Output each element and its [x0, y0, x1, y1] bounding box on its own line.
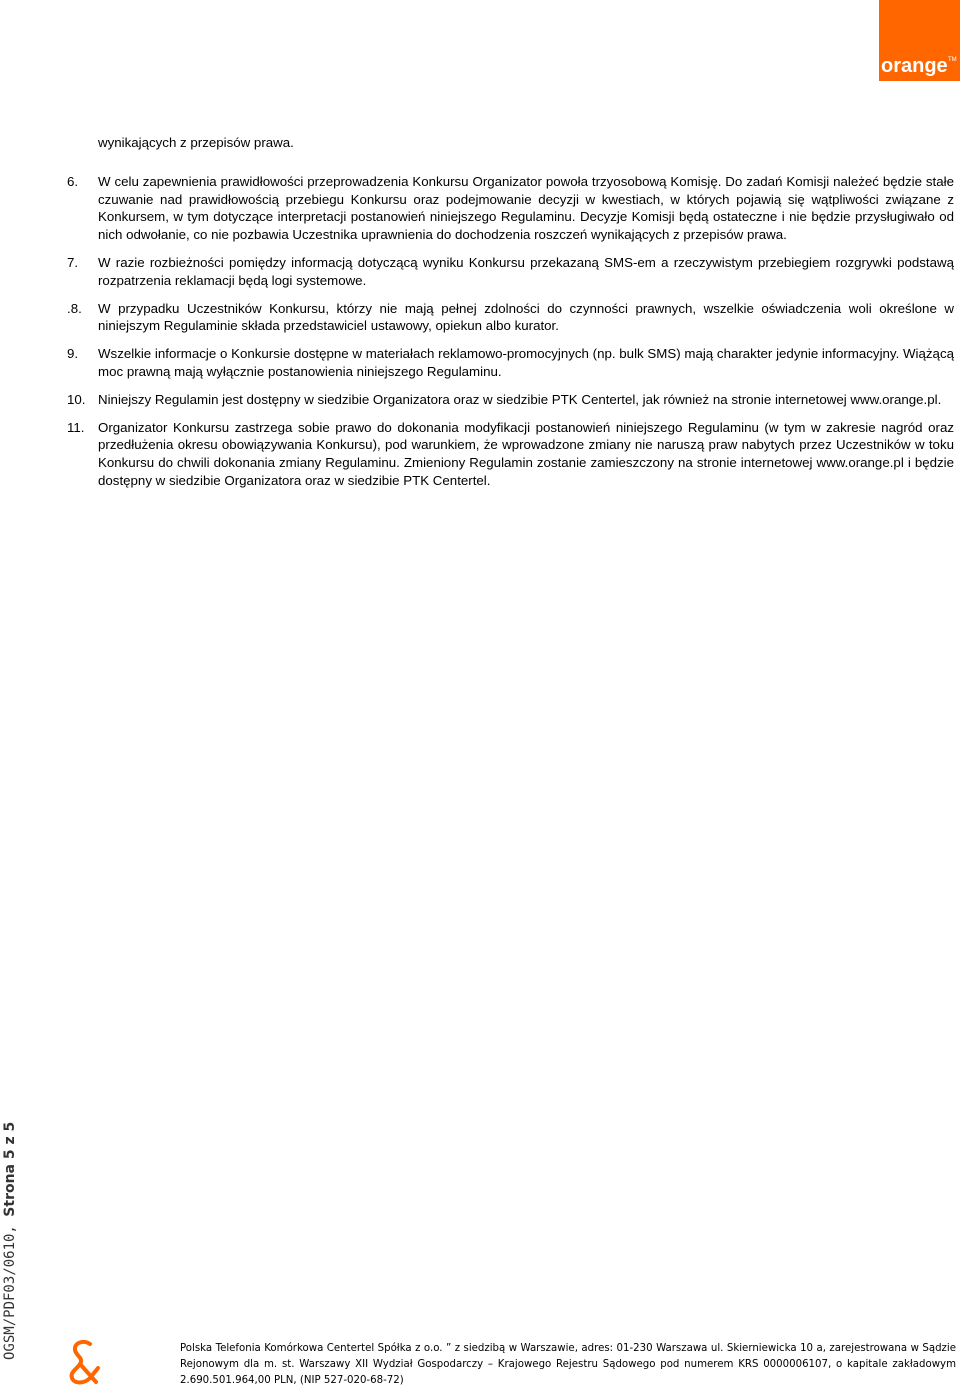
- item-text: Niniejszy Regulamin jest dostępny w siedzibie Organizatora oraz w siedzibie PTK Centertel, jak również na stronie internetowej www.orange.pl.: [98, 391, 942, 407]
- list-item: [67, 254, 954, 290]
- logo-text: orange: [881, 55, 948, 77]
- item-number: 7.: [67, 254, 79, 270]
- ampersand-logo-icon: [66, 1338, 102, 1386]
- item-text: W celu zapewnienia prawidłowości przeprowadzenia Konkursu Organizator powoła trzyosobową Komisję. Do zadań Komisji należeć będzie stałe czuwanie nad prawidłowością przebiegu Konkursu oraz podejmowanie decyzji w kwestiach, w których pojawią się wątpliwości związane z Konkursem, w tym dotyczące interpretacji postanowień niniejszego Regulaminu. Decyzje Komisji będą ostateczne i nie będzie przysługiwało od nich odwołanie, co nie pozbawia Uczestnika uprawnienia do dochodzenia roszczeń wynikających z przepisów prawa.: [98, 173, 954, 243]
- item-number: 10.: [67, 391, 86, 407]
- item-text: Wszelkie informacje o Konkursie dostępne w materiałach reklamowo-promocyjnych (np. bulk SMS) mają charakter jedynie informacyjny. Wiążącą moc prawną mają wyłącznie postanowienia niniejszego Regulaminu.: [98, 346, 954, 379]
- logo-trademark: TM: [948, 57, 957, 63]
- item-text: W razie rozbieżności pomiędzy informacją dotyczącą wyniku Konkursu przekazaną SMS-em a rzeczywistym przebiegiem rozgrywki podstawą rozpatrzenia reklamacji będą logi systemowe.: [98, 254, 954, 288]
- item-text: Organizator Konkursu zastrzega sobie prawo do dokonania modyfikacji postanowień niniejszego Regulaminu (w tym w zakresie nagród oraz przedłużenia okresu obowiązywania Konkursu), pod warunkiem, że wprowadzone zmiany nie naruszą praw nabytych przez Uczestników w toku Konkursu do chwili dokonania zmiany Regulaminu. Zmieniony Regulamin zostanie zamieszczony na stronie internetowej www.orange.pl i będzie dostępny w siedzibie Organizatora oraz w siedzibie PTK Centertel.: [98, 419, 954, 488]
- list-item: [67, 173, 954, 244]
- list-item: [67, 300, 954, 336]
- item-number: 9.: [67, 346, 79, 362]
- side-page-label: [2, 1122, 18, 1360]
- list-item: [67, 419, 954, 490]
- lead-text: wynikających z przepisów prawa.: [98, 135, 294, 150]
- orange-logo: [879, 0, 960, 81]
- page-number: Strona 5 z 5: [2, 1121, 18, 1217]
- item-number: 6.: [67, 173, 79, 189]
- document-code: OGSM/PDF03/0610,: [2, 1216, 18, 1360]
- document-body: [67, 134, 954, 500]
- footer-legal-text: Polska Telefonia Komórkowa Centertel Spółka z o.o. ” z siedzibą w Warszawie, adres: 01-230 Warszawa ul. Skierniewicka 10 a, zarejestrowana w Sądzie Rejonowym dla m. st. Warszawy XII Wydział Gospodarczy – Krajowego Rejestru Sądowego pod numerem KRS 0000006107, o kapitale zakładowym 2.690.501.964,00 PLN, (NIP 527-020-68-72): [180, 1343, 956, 1386]
- item-text: W przypadku Uczestników Konkursu, którzy nie mają pełnej zdolności do czynności prawnych, wszelkie oświadczenia woli określone w niniejszym Regulaminie składa przedstawiciel ustawowy, opiekun albo kurator.: [98, 300, 954, 334]
- list-item: [67, 345, 954, 381]
- list-item: [67, 391, 954, 409]
- item-number: .8.: [67, 300, 82, 316]
- item-number: 11.: [67, 419, 85, 435]
